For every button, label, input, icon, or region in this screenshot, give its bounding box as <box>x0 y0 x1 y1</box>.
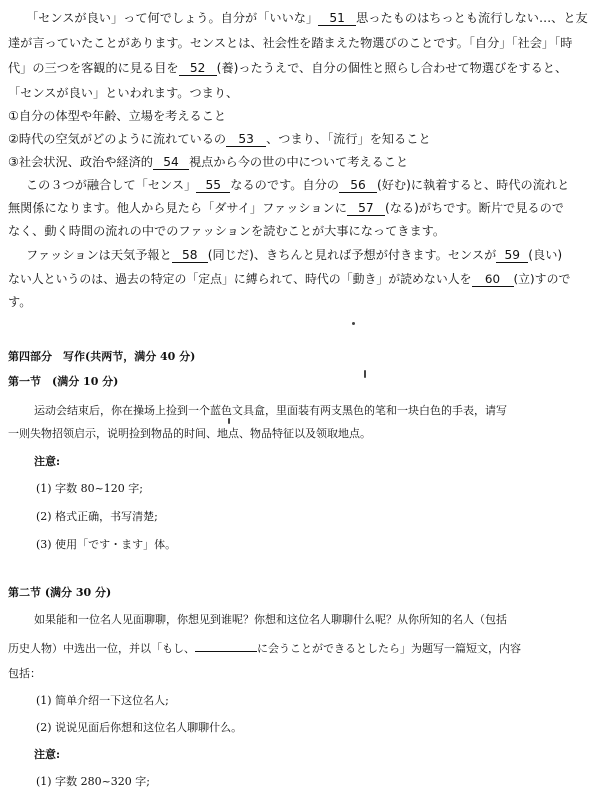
section2-requirement-word-count <box>36 774 150 790</box>
section1-paragraph-line-1 <box>34 403 507 419</box>
section1-text: 一则失物招领启示，说明捡到物品的时间、地点、物品特征以及领取地点。 <box>8 427 371 440</box>
section1-requirement <box>36 481 143 497</box>
blank-55: 55 <box>196 178 230 193</box>
passage-text: 代」の三つを客観的に見る目を <box>8 61 179 75</box>
hint-59: (良い) <box>528 248 563 262</box>
blank-58: 58 <box>172 248 208 263</box>
passage-text: なく、動く時間の流れの中でのファッションを読むことが大事になってきます。 <box>8 224 446 238</box>
passage-text: 「センスが良い」といわれます。つまり、 <box>8 86 239 100</box>
hint-57: (なる) <box>384 201 419 215</box>
passage-text: 、きちんと見れば予想が付きます。センスが <box>253 248 497 262</box>
passage-text: ったうえで、自分の個性と照らし合わせて物選びをすると、 <box>238 61 568 75</box>
passage-text: すので <box>534 272 571 286</box>
section1-note-label <box>34 454 60 470</box>
requirement-text: (1) 简单介绍一下这位名人; <box>36 694 169 707</box>
blank-54: 54 <box>153 155 189 170</box>
note-label: 注意: <box>34 455 61 468</box>
section1-heading-text: 第一节 (满分 10 分) <box>8 375 119 388</box>
section2-requirement <box>36 720 242 736</box>
section1-requirement <box>36 509 158 525</box>
section2-paragraph-line-1 <box>34 612 507 628</box>
requirement-text: (3) 使用「です・ます」体。 <box>36 538 177 551</box>
requirement-text: (2) 格式正确，书写清楚; <box>36 510 158 523</box>
requirement-text: (1) 字数 80~120 字; <box>36 482 143 495</box>
section1-text: 运动会结束后，你在操场上捡到一个蓝色文具盒，里面装有两支黑色的笔和一块白色的手表，请写 <box>34 404 507 417</box>
passage-line-6 <box>8 131 431 147</box>
passage-text: 無関係になります。他人から見たら「ダサイ」ファッションに <box>8 201 347 215</box>
section2-text: に会うことができるとしたら」为题写一篇短文，内容 <box>257 642 521 655</box>
passage-text: ファッションは天気予報と <box>26 248 172 262</box>
passage-line-13 <box>8 294 31 310</box>
passage-text: ②時代の空気がどのように流れているの <box>8 132 227 146</box>
passage-line-12 <box>8 271 570 287</box>
passage-text: なるのです。自分の <box>230 178 339 192</box>
hint-58: (同じだ) <box>207 248 254 262</box>
blank-53: 53 <box>226 132 266 147</box>
blank-52: 52 <box>179 61 217 76</box>
passage-text: す。 <box>8 295 32 309</box>
passage-text: 、つまり、「流行」を知ること <box>266 132 431 146</box>
hint-56: (好む) <box>376 178 411 192</box>
passage-line-11 <box>26 247 562 263</box>
section2-text: 历史人物）中选出一位，并以「もし、 <box>8 642 195 655</box>
passage-text: がちです。断片で見るので <box>418 201 564 215</box>
note-label: 注意: <box>34 748 61 761</box>
section2-paragraph-line-2 <box>8 639 521 657</box>
passage-line-3 <box>8 60 567 76</box>
passage-line-9 <box>8 200 564 216</box>
scan-speck <box>352 322 355 325</box>
passage-text: ない人というのは、過去の特定の「定点」に縛られて、時代の「動き」が読めない人を <box>8 272 472 286</box>
passage-line-7 <box>8 154 408 170</box>
title-blank <box>195 639 257 652</box>
blank-51: 51 <box>318 11 356 26</box>
requirement-text: (1) 字数 280~320 字; <box>36 775 150 788</box>
passage-line-5 <box>8 108 226 124</box>
section2-requirement <box>36 693 169 709</box>
passage-text: 視点から今の世の中について考えること <box>189 155 409 169</box>
requirement-text: (2) 说说见面后你想和这位名人聊聊什么。 <box>36 721 243 734</box>
passage-line-10 <box>8 223 445 239</box>
passage-text: ③社会状況、政治や経済的 <box>8 155 153 169</box>
blank-57: 57 <box>347 201 385 216</box>
scan-speck <box>228 418 230 424</box>
section2-note-label <box>34 747 60 763</box>
scan-speck <box>364 370 366 378</box>
passage-line-2 <box>8 35 572 51</box>
passage-line-1 <box>26 10 588 26</box>
section2-heading-text: 第二节 (满分 30 分) <box>8 586 112 599</box>
passage-text: ①自分の体型や年齢、立場を考えること <box>8 109 227 123</box>
passage-text: この３つが融合して「センス」 <box>26 178 197 192</box>
passage-text: 思ったものはちっとも流行しない…、と友 <box>356 11 588 25</box>
section1-requirement <box>36 537 176 553</box>
blank-56: 56 <box>339 178 377 193</box>
passage-line-8 <box>26 177 569 193</box>
part4-heading <box>8 349 195 365</box>
section1-heading <box>8 374 118 390</box>
blank-60: 60 <box>472 272 514 287</box>
passage-text: 達が言っていたことがあります。センスとは、社会性を踏まえた物選びのことです。「自分」「社会」「時 <box>8 36 573 50</box>
section1-paragraph-line-2 <box>8 426 371 442</box>
section2-text: 包括： <box>8 667 41 680</box>
hint-52: (養) <box>216 61 239 75</box>
section2-paragraph-line-3 <box>8 666 41 682</box>
part4-heading-text: 第四部分 写作(共两节，满分 40 分) <box>8 350 196 363</box>
passage-line-4 <box>8 85 238 101</box>
hint-60: (立) <box>513 272 535 286</box>
passage-text: に執着すると、時代の流れと <box>410 178 570 192</box>
blank-59: 59 <box>496 248 528 263</box>
section2-text: 如果能和一位名人见面聊聊，你想见到谁呢？你想和这位名人聊聊什么呢？从你所知的名人（包括 <box>34 613 507 626</box>
passage-text: 「センスが良い」って何でしょう。自分が「いいな」 <box>26 11 319 25</box>
section2-heading <box>8 585 111 601</box>
